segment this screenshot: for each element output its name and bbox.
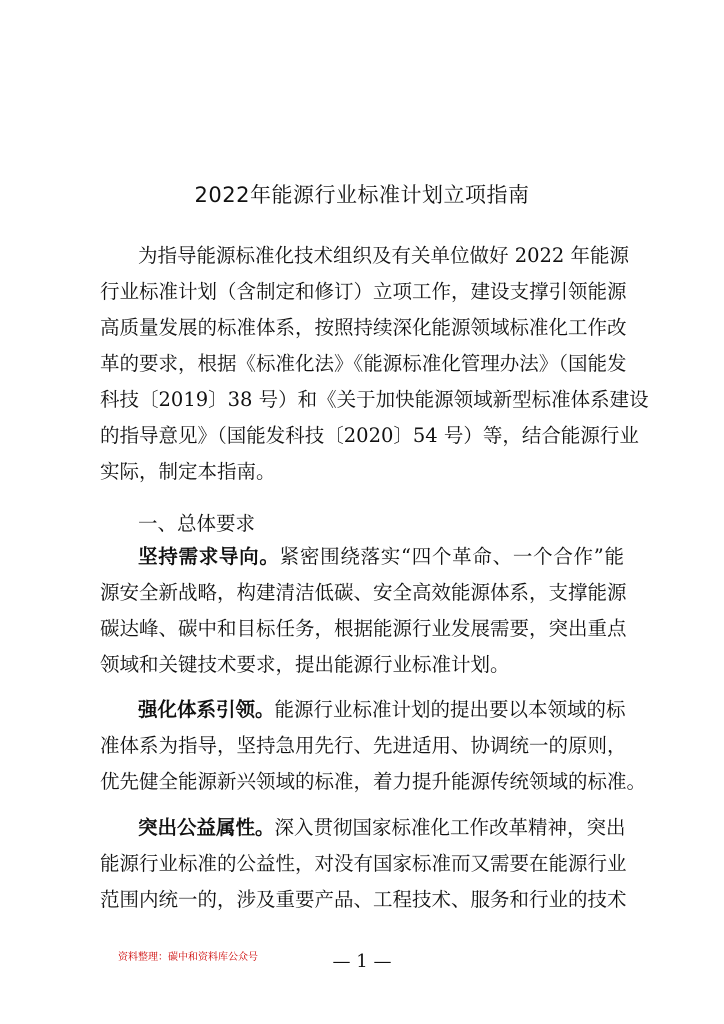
paragraph-text: 深入贯彻国家标准化工作改革精神，突出 <box>274 816 626 839</box>
paragraph-line: 能源行业标准的公益性，对没有国家标准而又需要在能源行业 <box>100 852 627 875</box>
paragraph-line <box>138 539 624 575</box>
section-heading: 一、总体要求 <box>138 512 256 535</box>
paragraph-text: 能源行业标准计划的提出要以本领域的标 <box>274 698 626 721</box>
paragraph-line: 碳达峰、碳中和目标任务，根据能源行业发展需要，突出重点 <box>100 617 627 640</box>
paragraph-lead: 突出公益属性。 <box>138 816 275 839</box>
intro-line: 科技〔2019〕38 号）和《关于加快能源领域新型标准体系建设 <box>100 388 649 411</box>
intro-line: 实际，制定本指南。 <box>100 460 276 483</box>
source-note: 资料整理：碳中和资料库公众号 <box>118 952 258 963</box>
intro-line: 行业标准计划（含制定和修订）立项工作，建设支撑引领能源 <box>100 280 627 303</box>
page-number: — 1 — <box>332 951 392 972</box>
intro-line: 的指导意见》（国能发科技〔2020〕54 号）等，结合能源行业 <box>100 424 639 447</box>
paragraph-text: 紧密围绕落实“四个革命、一个合作”能 <box>279 545 624 568</box>
paragraph-line <box>138 692 624 728</box>
intro-line: 革的要求，根据《标准化法》《能源标准化管理办法》（国能发 <box>100 352 627 375</box>
paragraph-line <box>138 810 624 846</box>
document-title: 2022年能源行业标准计划立项指南 <box>194 183 530 207</box>
paragraph-line: 领域和关键技术要求，提出能源行业标准计划。 <box>100 653 510 676</box>
paragraph-line: 源安全新战略，构建清洁低碳、安全高效能源体系，支撑能源 <box>100 581 627 604</box>
intro-line: 为指导能源标准化技术组织及有关单位做好 2022 年能源 <box>138 244 630 267</box>
paragraph-lead: 强化体系引领。 <box>138 698 275 721</box>
intro-line: 高质量发展的标准体系，按照持续深化能源领域标准化工作改 <box>100 316 627 339</box>
paragraph-line: 范围内统一的，涉及重要产品、工程技术、服务和行业的技术 <box>100 888 627 911</box>
paragraph-line: 优先健全能源新兴领域的标准，着力提升能源传统领域的标准。 <box>100 770 647 793</box>
paragraph-line: 准体系为指导，坚持急用先行、先进适用、协调统一的原则， <box>100 734 627 757</box>
paragraph-lead: 坚持需求导向。 <box>138 545 280 568</box>
